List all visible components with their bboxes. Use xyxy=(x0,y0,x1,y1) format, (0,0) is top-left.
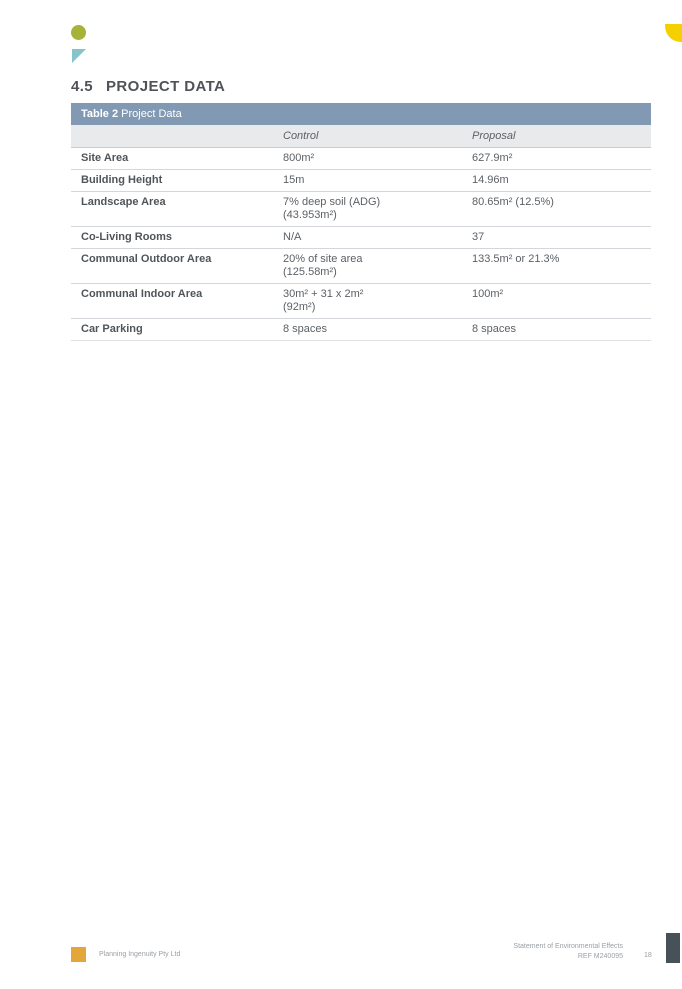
proposal-value-line: 80.65m² (12.5%) xyxy=(472,195,554,208)
row-proposal-cell xyxy=(462,191,651,226)
table-caption-text: Project Data xyxy=(121,108,182,120)
section-title: PROJECT DATA xyxy=(106,78,226,95)
proposal-value-line: 100m² xyxy=(472,287,504,300)
header-cell-blank xyxy=(71,125,273,147)
control-value-line: 800m² xyxy=(283,151,315,164)
footer-logo-square xyxy=(71,947,86,962)
row-control-cell xyxy=(273,191,462,226)
table-row xyxy=(71,283,651,318)
control-value-line: 20% of site area xyxy=(283,252,363,265)
table-row xyxy=(71,248,651,283)
header-cell-proposal: Proposal xyxy=(462,125,651,147)
decorative-green-circle xyxy=(71,25,86,40)
row-label: Car Parking xyxy=(71,318,273,340)
table-caption xyxy=(71,103,651,125)
table-row xyxy=(71,226,651,248)
control-value-line: 30m² + 31 x 2m² xyxy=(283,287,364,300)
row-proposal-cell xyxy=(462,147,651,169)
control-value-line: (125.58m²) xyxy=(283,265,337,278)
table-body xyxy=(71,147,651,340)
footer-doc-info xyxy=(513,942,623,962)
footer-doc-title: Statement of Environmental Effects xyxy=(513,943,623,950)
table-row xyxy=(71,191,651,226)
row-label: Landscape Area xyxy=(71,191,273,226)
control-value-line: 7% deep soil (ADG) xyxy=(283,195,381,208)
row-label: Communal Outdoor Area xyxy=(71,248,273,283)
section-number: 4.5 xyxy=(71,78,94,95)
row-control-cell xyxy=(273,169,462,191)
row-proposal-cell xyxy=(462,169,651,191)
table-row xyxy=(71,147,651,169)
row-proposal-cell xyxy=(462,318,651,340)
control-value-line: (92m²) xyxy=(283,300,316,313)
proposal-value-line: 627.9m² xyxy=(472,151,513,164)
control-value-line: 15m xyxy=(283,173,305,186)
proposal-value-line: 37 xyxy=(472,230,485,243)
proposal-value-line: 8 spaces xyxy=(472,322,517,335)
row-label: Building Height xyxy=(71,169,273,191)
row-control-cell xyxy=(273,226,462,248)
proposal-value-line: 14.96m xyxy=(472,173,509,186)
project-data-table-container xyxy=(71,103,651,341)
table-header-row xyxy=(71,125,651,147)
footer-ref: REF M240095 xyxy=(577,953,623,960)
row-proposal-cell xyxy=(462,283,651,318)
control-value-line: 8 spaces xyxy=(283,322,328,335)
row-control-cell xyxy=(273,283,462,318)
header-cell-control: Control xyxy=(273,125,462,147)
decorative-teal-triangle xyxy=(72,49,86,63)
proposal-value-line: 133.5m² or 21.3% xyxy=(472,252,560,265)
table-row xyxy=(71,318,651,340)
row-label: Co-Living Rooms xyxy=(71,226,273,248)
section-heading xyxy=(71,78,225,95)
footer-bar xyxy=(666,933,680,963)
decorative-yellow-corner xyxy=(665,24,682,42)
row-control-cell xyxy=(273,318,462,340)
row-label: Communal Indoor Area xyxy=(71,283,273,318)
row-control-cell xyxy=(273,147,462,169)
row-proposal-cell xyxy=(462,226,651,248)
control-value-line: (43.953m²) xyxy=(283,208,337,221)
table-row xyxy=(71,169,651,191)
row-label: Site Area xyxy=(71,147,273,169)
row-proposal-cell xyxy=(462,248,651,283)
control-value-line: N/A xyxy=(283,230,302,243)
table-caption-label: Table 2 xyxy=(81,108,119,120)
row-control-cell xyxy=(273,248,462,283)
footer-company: Planning Ingenuity Pty Ltd xyxy=(99,951,181,958)
project-data-table xyxy=(71,125,651,341)
footer-page-number: 18 xyxy=(644,952,652,959)
